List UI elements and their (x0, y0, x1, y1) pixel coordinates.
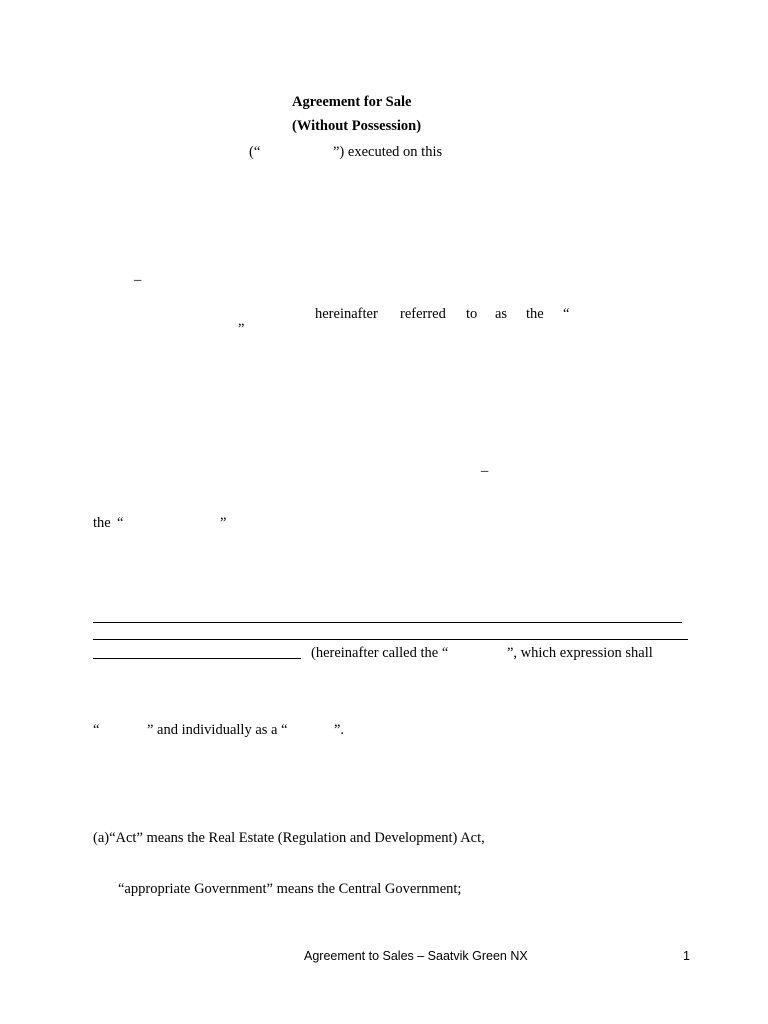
the-word: the (93, 515, 111, 531)
individually-end: ”. (334, 722, 345, 738)
footer-title: Agreement to Sales – Saatvik Green NX (304, 949, 528, 963)
definition-act: (a)“Act” means the Real Estate (Regulation and Development) Act, (93, 830, 485, 846)
execution-open-quote: (“ (249, 144, 261, 160)
document-title: Agreement for Sale (292, 94, 412, 110)
referred-word-the: the (526, 306, 544, 322)
dash-mark: – (134, 272, 142, 288)
dash-mark-2: – (481, 463, 489, 479)
blank-underline-1 (93, 622, 682, 623)
closing-quote-mark: ” (238, 321, 245, 337)
page-number: 1 (683, 949, 690, 963)
referred-word-hereinafter: hereinafter (315, 306, 378, 322)
blank-underline-3 (93, 658, 301, 659)
definition-government: “appropriate Government” means the Central Government; (118, 881, 462, 897)
referred-word-referred: referred (400, 306, 446, 322)
individually-text: ” and individually as a “ (147, 722, 288, 738)
individually-open-quote: “ (93, 722, 100, 738)
document-subtitle: (Without Possession) (292, 118, 422, 134)
referred-word-as: as (495, 306, 508, 322)
the-close-quote: ” (220, 515, 227, 531)
referred-open-quote: “ (563, 306, 570, 322)
called-close-text: ”, which expression shall (507, 645, 653, 661)
called-text: (hereinafter called the “ (311, 645, 449, 661)
the-open-quote: “ (117, 515, 124, 531)
blank-underline-2 (93, 639, 688, 640)
referred-word-to: to (466, 306, 478, 322)
execution-text: ”) executed on this (333, 144, 443, 160)
